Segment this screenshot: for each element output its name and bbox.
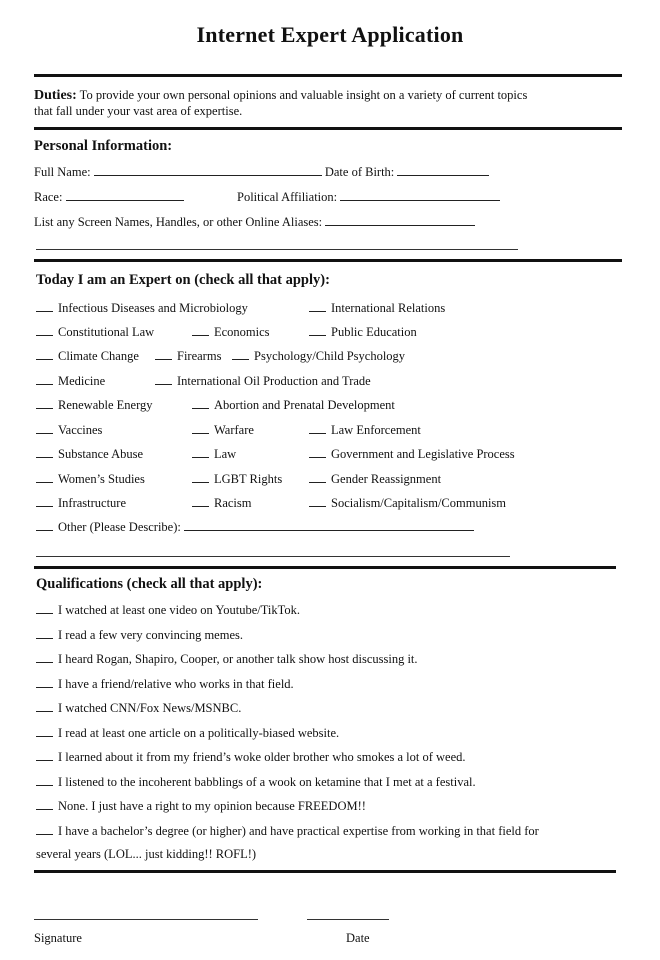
aliases-field[interactable] bbox=[325, 214, 475, 226]
full-name-label: Full Name: bbox=[34, 165, 91, 179]
qualification-item[interactable]: I watched at least one video on Youtube/TikTok. bbox=[36, 602, 300, 618]
date-field[interactable] bbox=[307, 919, 389, 920]
aliases-label: List any Screen Names, Handles, or other Online Aliases: bbox=[34, 215, 323, 229]
race-field[interactable] bbox=[66, 189, 184, 201]
expert-item[interactable]: Law Enforcement bbox=[309, 422, 421, 438]
checkbox-blank[interactable] bbox=[36, 422, 53, 434]
checkbox-blank[interactable] bbox=[36, 627, 53, 639]
expert-item[interactable]: Socialism/Capitalism/Communism bbox=[309, 495, 506, 511]
expert-item[interactable]: LGBT Rights bbox=[192, 471, 282, 487]
signature-label: Signature bbox=[34, 931, 82, 945]
duties-label: Duties: bbox=[34, 88, 77, 103]
checkbox-blank[interactable] bbox=[309, 471, 326, 483]
checkbox-blank[interactable] bbox=[36, 602, 53, 614]
political-label: Political Affiliation: bbox=[237, 190, 338, 204]
expert-item[interactable]: Psychology/Child Psychology bbox=[232, 348, 405, 364]
other-field-2[interactable] bbox=[36, 556, 510, 557]
qualification-item[interactable]: I watched CNN/Fox News/MSNBC. bbox=[36, 700, 241, 716]
checkbox-blank[interactable] bbox=[36, 324, 53, 336]
duties-text: To provide your own personal opinions and valuable insight on a variety of current topics bbox=[76, 88, 528, 102]
divider bbox=[34, 259, 622, 262]
qualification-item[interactable]: None. I just have a right to my opinion because FREEDOM!! bbox=[36, 798, 366, 814]
qualification-item[interactable]: I listened to the incoherent babblings of a wook on ketamine that I met at a festival. bbox=[36, 774, 476, 790]
expert-item[interactable]: Racism bbox=[192, 495, 252, 511]
race-label: Race: bbox=[34, 190, 63, 204]
political-row bbox=[237, 189, 500, 205]
duties-line-2: that fall under your vast area of expertise. bbox=[34, 104, 243, 118]
checkbox-blank[interactable] bbox=[36, 823, 53, 835]
signature-field[interactable] bbox=[34, 919, 258, 920]
checkbox-blank[interactable] bbox=[36, 397, 53, 409]
political-field[interactable] bbox=[340, 189, 500, 201]
expert-item[interactable]: Medicine bbox=[36, 373, 105, 389]
personal-heading: Personal Information: bbox=[34, 138, 173, 154]
checkbox-blank[interactable] bbox=[36, 495, 53, 507]
divider bbox=[34, 870, 616, 873]
expert-other[interactable] bbox=[36, 519, 474, 535]
qualification-item-continued: several years (LOL... just kidding!! ROFL!) bbox=[36, 847, 257, 861]
checkbox-blank[interactable] bbox=[36, 446, 53, 458]
expert-item[interactable]: Warfare bbox=[192, 422, 254, 438]
checkbox-blank[interactable] bbox=[36, 519, 53, 531]
expert-item[interactable]: Gender Reassignment bbox=[309, 471, 441, 487]
qualification-item[interactable]: I read a few very convincing memes. bbox=[36, 627, 243, 643]
aliases-field-2[interactable] bbox=[36, 249, 518, 250]
checkbox-blank[interactable] bbox=[36, 700, 53, 712]
checkbox-blank[interactable] bbox=[36, 471, 53, 483]
qualification-item[interactable]: I have a bachelor’s degree (or higher) and have practical expertise from working in that field for bbox=[36, 823, 539, 839]
expert-item[interactable]: Substance Abuse bbox=[36, 446, 143, 462]
expert-item[interactable]: Women’s Studies bbox=[36, 471, 145, 487]
expert-item[interactable]: Vaccines bbox=[36, 422, 102, 438]
checkbox-blank[interactable] bbox=[155, 348, 172, 360]
checkbox-blank[interactable] bbox=[36, 676, 53, 688]
checkbox-blank[interactable] bbox=[309, 446, 326, 458]
full-name-row bbox=[34, 164, 489, 180]
checkbox-blank[interactable] bbox=[36, 798, 53, 810]
divider bbox=[34, 74, 622, 77]
checkbox-blank[interactable] bbox=[192, 324, 209, 336]
qualifications-heading: Qualifications (check all that apply): bbox=[36, 576, 263, 592]
checkbox-blank[interactable] bbox=[192, 495, 209, 507]
expert-item[interactable]: International Relations bbox=[309, 300, 445, 316]
expert-item[interactable]: International Oil Production and Trade bbox=[155, 373, 371, 389]
qualification-item[interactable]: I learned about it from my friend’s woke older brother who smokes a lot of weed. bbox=[36, 749, 466, 765]
checkbox-blank[interactable] bbox=[36, 348, 53, 360]
divider bbox=[34, 127, 622, 130]
expert-item[interactable]: Abortion and Prenatal Development bbox=[192, 397, 395, 413]
expert-item[interactable]: Infrastructure bbox=[36, 495, 126, 511]
full-name-field[interactable] bbox=[94, 164, 322, 176]
checkbox-blank[interactable] bbox=[309, 495, 326, 507]
checkbox-blank[interactable] bbox=[192, 422, 209, 434]
divider bbox=[34, 566, 616, 569]
checkbox-blank[interactable] bbox=[36, 725, 53, 737]
expert-item[interactable]: Government and Legislative Process bbox=[309, 446, 515, 462]
date-label: Date bbox=[346, 931, 370, 945]
expert-item[interactable]: Economics bbox=[192, 324, 270, 340]
checkbox-blank[interactable] bbox=[309, 324, 326, 336]
expert-heading: Today I am an Expert on (check all that apply): bbox=[36, 272, 330, 288]
dob-field[interactable] bbox=[397, 164, 489, 176]
checkbox-blank[interactable] bbox=[36, 774, 53, 786]
qualification-item[interactable]: I have a friend/relative who works in that field. bbox=[36, 676, 294, 692]
other-label: Other (Please Describe): bbox=[58, 520, 181, 534]
expert-item[interactable]: Firearms bbox=[155, 348, 221, 364]
expert-item[interactable]: Law bbox=[192, 446, 236, 462]
expert-item[interactable]: Public Education bbox=[309, 324, 417, 340]
dob-label: Date of Birth: bbox=[324, 165, 395, 179]
qualification-item[interactable]: I heard Rogan, Shapiro, Cooper, or another talk show host discussing it. bbox=[36, 651, 418, 667]
expert-item[interactable]: Infectious Diseases and Microbiology bbox=[36, 300, 248, 316]
checkbox-blank[interactable] bbox=[309, 422, 326, 434]
expert-item[interactable]: Renewable Energy bbox=[36, 397, 153, 413]
page-title: Internet Expert Application bbox=[196, 22, 464, 47]
expert-item[interactable]: Constitutional Law bbox=[36, 324, 154, 340]
checkbox-blank[interactable] bbox=[36, 651, 53, 663]
checkbox-blank[interactable] bbox=[36, 373, 53, 385]
checkbox-blank[interactable] bbox=[36, 300, 53, 312]
duties-line-1 bbox=[34, 88, 527, 104]
qualification-item[interactable]: I read at least one article on a politically-biased website. bbox=[36, 725, 339, 741]
expert-item[interactable]: Climate Change bbox=[36, 348, 139, 364]
checkbox-blank[interactable] bbox=[192, 397, 209, 409]
race-row bbox=[34, 189, 184, 205]
other-field[interactable] bbox=[184, 519, 474, 531]
checkbox-blank[interactable] bbox=[309, 300, 326, 312]
checkbox-blank[interactable] bbox=[155, 373, 172, 385]
checkbox-blank[interactable] bbox=[192, 471, 209, 483]
checkbox-blank[interactable] bbox=[232, 348, 249, 360]
aliases-row bbox=[34, 214, 475, 230]
checkbox-blank[interactable] bbox=[192, 446, 209, 458]
checkbox-blank[interactable] bbox=[36, 749, 53, 761]
